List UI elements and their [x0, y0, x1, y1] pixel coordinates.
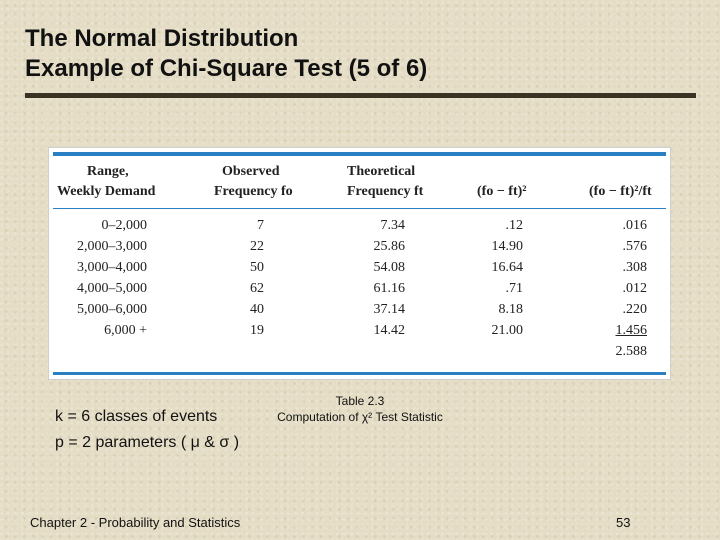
- cell-theoretical: 25.86: [373, 239, 405, 254]
- cell-chi-component: .220: [622, 302, 647, 317]
- cell-range: 3,000–4,000: [77, 260, 147, 275]
- cell-chi-component: .016: [622, 218, 647, 233]
- slide-title-line1: The Normal Distribution: [25, 25, 299, 52]
- header-chi-component-line2: (fo − ft)²/ft: [589, 184, 652, 199]
- header-observed-line1: Observed: [222, 164, 280, 179]
- caption-table-number: Table 2.3: [335, 394, 385, 408]
- cell-observed: 19: [250, 323, 264, 338]
- cell-diff-squared: 8.18: [498, 302, 523, 317]
- cell-observed: 62: [250, 281, 264, 296]
- footer-chapter: Chapter 2 - Probability and Statistics: [30, 515, 241, 530]
- caption-description: Computation of χ² Test Statistic: [277, 410, 443, 424]
- header-observed: [214, 162, 314, 202]
- header-theoretical-line1: Theoretical: [347, 164, 416, 179]
- title-divider: [25, 93, 696, 98]
- chi-square-total: 2.588: [615, 344, 647, 359]
- header-chi-component-line1: [589, 162, 669, 182]
- table-bottom-bar: [53, 372, 666, 375]
- cell-theoretical: 37.14: [373, 302, 405, 317]
- cell-theoretical: 7.34: [380, 218, 405, 233]
- cell-range: 5,000–6,000: [77, 302, 147, 317]
- cell-observed: 22: [250, 239, 264, 254]
- table-caption: [240, 393, 480, 425]
- cell-diff-squared: 21.00: [491, 323, 523, 338]
- header-diff-squared-line1: [477, 162, 547, 182]
- cell-range: 0–2,000: [101, 218, 147, 233]
- cell-diff-squared: .12: [505, 218, 523, 233]
- page-number: 53: [616, 515, 631, 530]
- cell-range: 4,000–5,000: [77, 281, 147, 296]
- header-range: [57, 162, 157, 202]
- header-diff-squared: [477, 162, 547, 202]
- table-top-bar: [53, 152, 666, 156]
- header-chi-component: [589, 162, 669, 202]
- header-theoretical: [347, 162, 457, 202]
- cell-theoretical: 61.16: [373, 281, 405, 296]
- cell-observed: 7: [257, 218, 264, 233]
- parameters-note: p = 2 parameters ( μ & σ ): [55, 434, 240, 451]
- header-range-line2: Weekly Demand: [57, 184, 156, 199]
- header-rule: [53, 208, 666, 209]
- cell-range: 2,000–3,000: [77, 239, 147, 254]
- classes-note: k = 6 classes of events: [55, 408, 218, 425]
- cell-theoretical: 54.08: [373, 260, 405, 275]
- cell-diff-squared: .71: [505, 281, 523, 296]
- cell-range: 6,000 +: [104, 323, 147, 338]
- header-range-line1: Range,: [87, 164, 129, 179]
- header-diff-squared-line2: (fo − ft)²: [477, 184, 527, 199]
- cell-chi-component: .012: [622, 281, 647, 296]
- header-observed-line2: Frequency fo: [214, 184, 293, 199]
- cell-chi-component: .308: [622, 260, 647, 275]
- header-theoretical-line2: Frequency ft: [347, 184, 424, 199]
- cell-diff-squared: 16.64: [491, 260, 523, 275]
- cell-chi-component: 1.456: [615, 323, 647, 338]
- cell-observed: 50: [250, 260, 264, 275]
- slide-title: [25, 24, 427, 84]
- cell-diff-squared: 14.90: [491, 239, 523, 254]
- cell-observed: 40: [250, 302, 264, 317]
- cell-theoretical: 14.42: [373, 323, 405, 338]
- slide-title-line2: Example of Chi-Square Test (5 of 6): [25, 55, 428, 82]
- cell-chi-component: .576: [622, 239, 647, 254]
- chi-square-table: [48, 147, 671, 380]
